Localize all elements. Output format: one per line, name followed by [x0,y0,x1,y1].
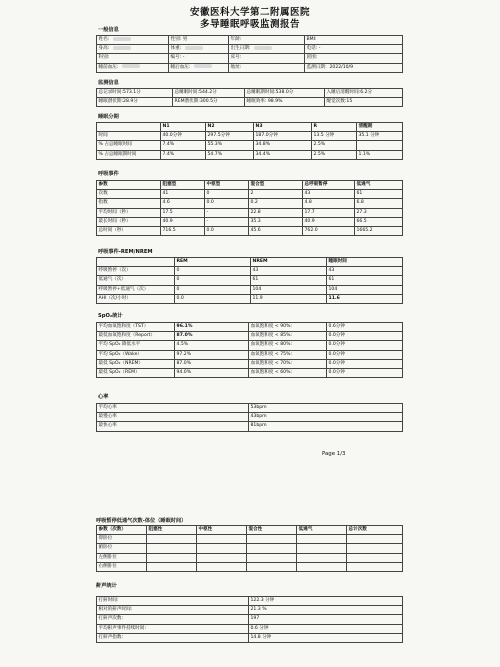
table-cell: 体重: [169,45,229,54]
report-title: 多导睡眠呼吸监测报告 [199,19,300,30]
table-row [97,341,403,350]
table-cell: 762.0 [303,226,355,235]
table-header-cell: 阻塞型 [161,181,205,190]
table-header-row [97,526,403,535]
table-header-cell: 混合型 [249,181,303,190]
table-header-cell [97,258,175,267]
table-cell: 总睡眠时间:544.2分 [173,89,245,98]
table-cell: 0.0 [205,199,249,208]
table-cell: 睡前血压: [97,63,169,72]
table-cell [147,553,197,562]
table-cell: 43 [303,190,355,199]
table-row [97,323,403,332]
table-cell: 地址: [229,63,305,72]
table-cell: 最低 SpO₂（REM） [97,368,175,377]
general-info-table [96,35,403,73]
table-row [97,63,403,72]
table-cell: 年龄: [229,36,305,45]
table-cell: 血氧饱和度 < 60%: [249,368,327,377]
table-row [97,285,403,294]
table-row [97,208,403,217]
table-header-row [97,258,403,267]
table-cell: 睡眠效率: 98.9% [245,98,325,107]
table-cell: 43 [251,267,327,276]
table-cell: 21.3 % [249,606,403,615]
table-cell: AHI（次/小时） [97,294,175,303]
table-header-cell: 总呼吸暂停 [303,181,355,190]
table-cell: 0.0分钟 [327,332,403,341]
table-cell: 0.0分钟 [327,359,403,368]
table-cell: 716.5 [161,226,205,235]
table-cell: 入睡后清醒时间:6.2分 [325,89,403,98]
table-cell: 0.2 [249,199,303,208]
table-cell: 55.3% [206,141,254,150]
table-header-cell: 中枢性 [197,526,247,535]
table-cell: 0 [175,285,251,294]
hospital-name: 安徽医科大学第二附属医院 [189,7,310,18]
table-cell: 血氧饱和度 < 90%: [249,323,327,332]
table-cell: - [205,208,249,217]
table-cell [347,553,403,562]
table-row [97,422,403,431]
table-cell: 2 [249,190,303,199]
table-row [97,267,403,276]
table-cell: 41 [161,190,205,199]
table-cell: 17.7 [303,208,355,217]
respiratory-events-table [96,180,403,236]
table-cell: 1.1% [357,150,403,159]
table-cell: 呼吸暂停（次） [97,267,175,276]
snore-table [96,596,403,643]
table-cell [247,553,297,562]
table-cell: 43bpm [249,413,403,422]
rem-nrem-heading: 呼吸事件-REM/NREM [98,249,153,255]
table-header-cell: 中枢型 [205,181,249,190]
table-cell: 0.0 [205,226,249,235]
table-cell: 94.0% [175,368,249,377]
table-row [97,615,403,624]
table-cell: % 占总睡眠期时间 [97,150,161,159]
position-table [96,525,403,572]
monitor-info-heading: 监测信息 [98,80,119,86]
table-cell: 0.0 [175,294,251,303]
table-cell: 0.0分钟 [327,368,403,377]
table-cell [347,562,403,571]
table-row [97,562,403,571]
page-number: Page 1/3 [322,451,346,457]
table-cell: 40.9 [161,217,205,226]
table-cell: 0.0分钟 [327,350,403,359]
general-info-heading: 一般信息 [98,27,119,33]
table-cell: 指数 [97,199,161,208]
table-row [97,359,403,368]
table-cell: 4.8 [303,199,355,208]
table-cell: 俯卧位 [97,544,147,553]
table-cell: % 占总睡眠时间 [97,141,161,150]
spo2-heading: SpO₂统计 [98,313,123,319]
table-cell: 14.8 分钟 [249,633,403,642]
table-row [97,150,403,159]
table-cell: 61 [327,276,403,285]
table-cell: 6.8 [355,199,403,208]
table-header-cell: R [312,123,357,132]
table-cell [297,544,347,553]
heart-rate-table [96,403,403,432]
table-cell: 血氧饱和度 < 85%: [249,332,327,341]
table-cell: 4.5% [175,341,249,350]
table-cell: 0.6 分钟 [249,624,403,633]
table-cell: 平均心率 [97,404,249,413]
table-row [97,624,403,633]
monitor-info-table [96,88,403,107]
table-cell: 仰卧位 [97,535,147,544]
table-cell: 性别: 男 [169,36,229,45]
table-cell: 左侧卧位 [97,553,147,562]
table-cell: 醒觉次数:15 [325,98,403,107]
table-header-cell: 清醒期 [357,123,403,132]
table-cell: 34.8% [254,141,312,150]
table-row [97,36,403,45]
table-cell: 297.5分钟 [206,132,254,141]
table-cell: 编号: - [169,54,229,63]
table-cell: 0.0分钟 [327,341,403,350]
table-header-cell: 睡眠时间 [327,258,403,267]
table-row [97,217,403,226]
table-cell: 0.6分钟 [327,323,403,332]
table-cell: 96.1% [175,323,249,332]
table-cell: 7.4% [161,150,206,159]
table-cell: 54.7% [206,150,254,159]
snore-heading: 鼾声统计 [96,583,117,589]
table-cell: 平均时间（秒） [97,208,161,217]
table-cell: 血氧饱和度 < 80%: [249,341,327,350]
heart-rate-heading: 心率 [98,394,109,400]
table-cell [247,535,297,544]
table-cell: 22.8 [249,208,303,217]
table-cell: 34.4% [254,150,312,159]
table-cell: 睡眠潜伏期:28.9分 [97,98,173,107]
table-row [97,226,403,235]
redaction-mark [113,46,131,50]
table-cell: 197 [249,615,403,624]
table-cell [247,562,297,571]
table-cell [197,562,247,571]
table-header-cell [97,123,161,132]
table-cell: 打鼾声指数: [97,633,249,642]
table-cell: 最长时间（秒） [97,217,161,226]
table-cell [247,544,297,553]
table-cell: 45.6 [249,226,303,235]
table-cell: 睡后血压: [169,63,229,72]
spo2-table [96,322,403,378]
table-cell: 35.3 [249,217,303,226]
table-cell: 平均 SpO₂（Wake） [97,350,175,359]
table-cell: 13.5 分钟 [312,132,357,141]
table-row [97,413,403,422]
table-row [97,597,403,606]
redaction-mark [122,64,140,68]
table-row [97,132,403,141]
table-cell: BMI: [305,36,403,45]
table-row [97,544,403,553]
table-header-cell: N3 [254,123,312,132]
table-cell [347,535,403,544]
table-row [97,350,403,359]
table-cell: 低通气（次） [97,276,175,285]
table-row [97,553,403,562]
table-cell: 最快心率 [97,422,249,431]
table-row [97,276,403,285]
redaction-mark [113,37,131,41]
table-cell: 呼吸暂停+低通气（次） [97,285,175,294]
table-cell: 平均 SpO₂ 降低水平 [97,341,175,350]
table-row [97,294,403,303]
table-cell: 0 [205,190,249,199]
table-cell: 相对的鼾声时间: [97,606,249,615]
table-cell: 53bpm [249,404,403,413]
respiratory-events-heading: 呼吸事件 [98,171,119,177]
redaction-mark [194,64,212,68]
table-cell: 最低血氧饱和度（Report） [97,332,175,341]
table-cell: 2.5% [312,150,357,159]
table-header-cell: 参数（次数） [97,526,147,535]
position-heading: 呼吸暂停低通气次数-体位（睡眠时间） [96,518,187,524]
table-row [97,89,403,98]
table-cell [297,553,347,562]
table-cell: 总睡眠期时间:538.0分 [245,89,325,98]
table-header-cell: 低通气 [355,181,403,190]
table-header-cell: N1 [161,123,206,132]
table-cell: 27.3 [355,208,403,217]
table-header-cell: REM [175,258,251,267]
table-cell: 床号: [229,54,305,63]
table-header-row [97,181,403,190]
table-cell: 0 [175,276,251,285]
table-row [97,606,403,615]
table-cell: 血氧饱和度 < 70%: [249,359,327,368]
table-cell [147,562,197,571]
redaction-mark [185,46,203,50]
table-cell [347,544,403,553]
table-cell: 4.6 [161,199,205,208]
table-row [97,332,403,341]
table-cell: 电话: - [305,45,403,54]
table-cell: 35.1 分钟 [357,132,403,141]
table-cell: 血氧饱和度 < 75%: [249,350,327,359]
table-cell [297,535,347,544]
table-row [97,633,403,642]
table-cell: - [205,217,249,226]
rem-nrem-table [96,257,403,304]
table-cell: 17.5 [161,208,205,217]
table-cell: 科别: [97,54,169,63]
table-cell: 87.0% [175,332,249,341]
table-cell: 打鼾声次数: [97,615,249,624]
table-cell: 104 [251,285,327,294]
table-row [97,190,403,199]
table-header-cell: 参数 [97,181,161,190]
table-row [97,141,403,150]
table-row [97,199,403,208]
table-cell: 1665.2 [355,226,403,235]
table-row [97,54,403,63]
table-header-cell: 混合性 [247,526,297,535]
table-cell: 平均鼾声事件持续时间: [97,624,249,633]
table-row [97,535,403,544]
table-cell: 11.6 [327,294,403,303]
table-cell: 身高: [97,45,169,54]
redaction-mark [254,46,272,50]
table-cell: 40.0分钟 [161,132,206,141]
table-header-cell: NREM [251,258,327,267]
table-cell: 2.5% [312,141,357,150]
table-header-cell: 总计次数 [347,526,403,535]
table-cell: 122.3 分钟 [249,597,403,606]
table-cell [197,535,247,544]
table-header-cell: 低通气 [297,526,347,535]
table-row [97,98,403,107]
table-cell: 0 [175,267,251,276]
table-cell [147,535,197,544]
table-cell: 监测日期：2022/10/9 [305,63,403,72]
table-row [97,368,403,377]
table-cell: 最慢心率 [97,413,249,422]
table-cell: 最低 SpO₂（NREM） [97,359,175,368]
table-cell [197,544,247,553]
table-row [97,45,403,54]
table-cell [297,562,347,571]
table-cell [197,553,247,562]
table-cell: REM潜伏期:300.5分 [173,98,245,107]
table-cell: 11.9 [251,294,327,303]
table-cell: 次数 [97,190,161,199]
sleep-stage-heading: 睡眠分期 [98,114,119,120]
table-cell: 97.2% [175,350,249,359]
table-cell: 唇围: [305,54,403,63]
table-header-cell: N2 [206,123,254,132]
table-cell: 7.4% [161,141,206,150]
table-cell: 总记录时间:573.1分 [97,89,173,98]
table-cell: 87.0% [175,359,249,368]
table-cell: 187.0分钟 [254,132,312,141]
table-header-cell: 阻塞性 [147,526,197,535]
table-cell: 姓名: [97,36,169,45]
table-cell: 打鼾时间: [97,597,249,606]
table-cell: 40.9 [303,217,355,226]
table-cell: 总时间（秒） [97,226,161,235]
table-cell: 104 [327,285,403,294]
sleep-stage-table [96,122,403,160]
table-cell: 43 [327,267,403,276]
table-cell: 时间 [97,132,161,141]
table-cell: 出生日期: [229,45,305,54]
table-cell: 平均血氧饱和度（TST） [97,323,175,332]
table-cell: 右侧卧位 [97,562,147,571]
table-cell: 61 [251,276,327,285]
table-cell: 66.5 [355,217,403,226]
table-header-row [97,123,403,132]
table-cell: 61 [355,190,403,199]
table-cell [357,141,403,150]
table-row [97,404,403,413]
table-cell: 81bpm [249,422,403,431]
table-cell [147,544,197,553]
